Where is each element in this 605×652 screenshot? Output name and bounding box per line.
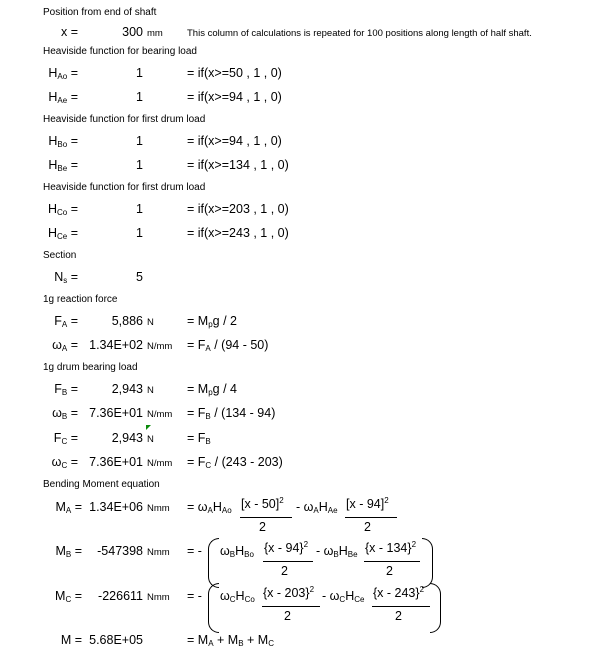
- unit-wB: N/mm: [147, 409, 173, 420]
- fraction-bar: [372, 606, 430, 607]
- label-FC: $F_C$ =: [53, 431, 78, 446]
- header-position: Position from end of shaft: [43, 7, 157, 18]
- formula-HBe: = if(x>=134 , 1 , 0): [187, 158, 289, 172]
- formula-FC: = $F_B$: [187, 431, 211, 446]
- header-heaviside-bearing: Heaviside function for bearing load: [43, 46, 197, 57]
- unit-FB: N: [147, 385, 154, 396]
- unit-x: mm: [147, 28, 163, 39]
- formula-MB-num2: {x - 134}$^2$: [365, 540, 417, 555]
- label-HAo: $H_{Ao}$ =: [48, 66, 78, 81]
- formula-MB-den2: 2: [386, 564, 393, 578]
- value-FB[interactable]: 2,943: [111, 382, 143, 396]
- comment-marker[interactable]: [146, 425, 151, 430]
- header-reaction-force: 1g reaction force: [43, 294, 118, 305]
- unit-FC: N: [147, 434, 154, 445]
- value-MC[interactable]: -226611: [98, 589, 143, 603]
- value-x[interactable]: 300: [122, 25, 143, 39]
- formula-MC-term1-coef: $\omega_CH_{Co}$: [220, 589, 255, 604]
- value-wA[interactable]: 1.34E+02: [89, 338, 143, 352]
- value-M[interactable]: 5.68E+05: [89, 633, 143, 647]
- label-MB: $M_B$ =: [55, 544, 82, 559]
- formula-MB-num1: {x - 94}$^2$: [264, 540, 309, 555]
- left-paren: [208, 583, 219, 633]
- label-HBo: $H_{Bo}$ =: [48, 134, 78, 149]
- header-section: Section: [43, 250, 77, 261]
- unit-MA: Nmm: [147, 503, 170, 514]
- value-HBo[interactable]: 1: [136, 134, 143, 148]
- fraction-bar: [263, 561, 313, 562]
- label-M: M =: [60, 633, 82, 647]
- value-HAo[interactable]: 1: [136, 66, 143, 80]
- formula-HCe: = if(x>=243 , 1 , 0): [187, 226, 289, 240]
- formula-MC-num1: {x - 203}$^2$: [263, 585, 315, 600]
- header-bending-moment: Bending Moment equation: [43, 479, 160, 490]
- value-MB[interactable]: -547398: [97, 544, 143, 558]
- formula-wC: = $F_C / (243 - 203)$: [187, 455, 283, 470]
- label-wC: $\omega_C$ =: [51, 455, 78, 470]
- left-paren: [208, 538, 219, 588]
- formula-HAe: = if(x>=94 , 1 , 0): [187, 90, 282, 104]
- label-FA: $F_A$ =: [54, 314, 78, 329]
- value-FC[interactable]: 2,943: [111, 431, 143, 445]
- formula-MC-term2-coef: - $\omega_CH_{Ce}$: [322, 589, 365, 604]
- label-HCe: $H_{Ce}$ =: [47, 226, 78, 241]
- formula-MB-den1: 2: [281, 564, 288, 578]
- fraction-bar: [345, 517, 397, 518]
- label-HAe: $H_{Ae}$ =: [48, 90, 78, 105]
- value-Ns[interactable]: 5: [136, 270, 143, 284]
- formula-MA-num1: [x - 50]$^2$: [241, 496, 284, 511]
- formula-MC-den2: 2: [395, 609, 402, 623]
- value-HCo[interactable]: 1: [136, 202, 143, 216]
- formula-MC-num2: {x - 243}$^2$: [373, 585, 425, 600]
- formula-HCo: = if(x>=203 , 1 , 0): [187, 202, 289, 216]
- formula-wB: = $F_B / (134 - 94)$: [187, 406, 276, 421]
- value-FA[interactable]: 5,886: [111, 314, 143, 328]
- note-repeat: This column of calculations is repeated for 100 positions along length of half shaft.: [187, 28, 532, 39]
- value-HCe[interactable]: 1: [136, 226, 143, 240]
- label-HBe: $H_{Be}$ =: [48, 158, 78, 173]
- unit-FA: N: [147, 317, 154, 328]
- right-paren: [430, 583, 441, 633]
- formula-MB-term2-coef: - $\omega_BH_{Be}$: [316, 544, 358, 559]
- unit-MC: Nmm: [147, 592, 170, 603]
- formula-MB-prefix: = -: [187, 544, 202, 558]
- formula-HBo: = if(x>=94 , 1 , 0): [187, 134, 282, 148]
- formula-MA-num2: [x - 94]$^2$: [346, 496, 389, 511]
- formula-MA-den1: 2: [259, 520, 266, 534]
- formula-FB: = $M_pg / 4$: [187, 382, 237, 397]
- formula-MA-term2-coef: - $\omega_AH_{Ae}$: [296, 500, 338, 515]
- label-wA: $\omega_A$ =: [52, 338, 78, 353]
- label-Ns: $N_s$ =: [54, 270, 78, 285]
- formula-HAo: = if(x>=50 , 1 , 0): [187, 66, 282, 80]
- formula-MA-den2: 2: [364, 520, 371, 534]
- unit-wA: N/mm: [147, 341, 173, 352]
- formula-MA-term1-coef: = $\omega_AH_{Ao}$: [187, 500, 232, 515]
- fraction-bar: [240, 517, 292, 518]
- formula-wA: = $F_A / (94 - 50)$: [187, 338, 269, 353]
- value-wB[interactable]: 7.36E+01: [89, 406, 143, 420]
- label-wB: $\omega_B$ =: [52, 406, 78, 421]
- header-heaviside-drum-1: Heaviside function for first drum load: [43, 114, 206, 125]
- unit-MB: Nmm: [147, 547, 170, 558]
- formula-MB-term1-coef: $\omega_BH_{Bo}$: [220, 544, 254, 559]
- formula-MC-prefix: = -: [187, 589, 202, 603]
- right-paren: [422, 538, 433, 588]
- label-HCo: $H_{Co}$ =: [47, 202, 78, 217]
- formula-FA: = $M_pg / 2$: [187, 314, 237, 329]
- value-MA[interactable]: 1.34E+06: [89, 500, 143, 514]
- formula-MC-den1: 2: [284, 609, 291, 623]
- value-wC[interactable]: 7.36E+01: [89, 455, 143, 469]
- header-drum-bearing: 1g drum bearing load: [43, 362, 138, 373]
- formula-M: = $M_A + M_B + M_C$: [187, 633, 274, 648]
- value-HAe[interactable]: 1: [136, 90, 143, 104]
- header-heaviside-drum-2: Heaviside function for first drum load: [43, 182, 206, 193]
- label-MA: $M_A$ =: [55, 500, 82, 515]
- fraction-bar: [262, 606, 320, 607]
- label-x: x =: [60, 25, 78, 39]
- value-HBe[interactable]: 1: [136, 158, 143, 172]
- label-MC: $M_C$ =: [55, 589, 82, 604]
- fraction-bar: [364, 561, 420, 562]
- unit-wC: N/mm: [147, 458, 173, 469]
- label-FB: $F_B$ =: [54, 382, 78, 397]
